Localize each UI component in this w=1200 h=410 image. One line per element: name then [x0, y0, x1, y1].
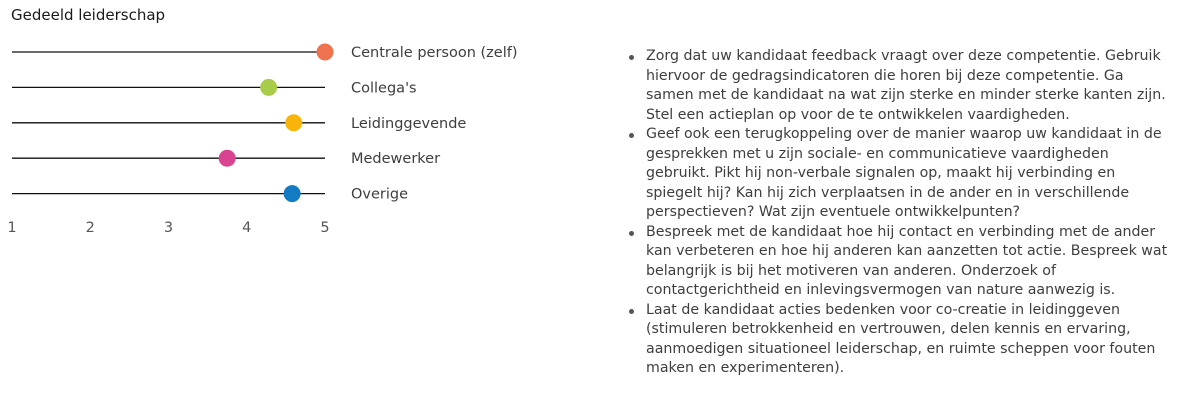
- legend-label: Collega's: [351, 80, 417, 97]
- x-tick-label: 1: [7, 220, 17, 236]
- chart-title: Gedeeld leiderschap: [11, 6, 166, 24]
- legend-label: Overige: [351, 186, 409, 203]
- advice-item: Laat de kandidaat acties bedenken voor co-creatie in leidinggeven (stimuleren betrokkenheid en vertrouwen, delen kennis en ervaring, aanmoedigen situationeel leiderschap, en ruimte scheppen voor fouten maken en experimenteren).: [626, 301, 1171, 379]
- x-tick-label: 5: [320, 220, 330, 236]
- legend-label: Leidinggevende: [351, 115, 467, 132]
- legend-label: Medewerker: [351, 151, 441, 168]
- data-point: [284, 185, 301, 202]
- x-tick-label: 2: [85, 220, 95, 236]
- advice-item: Zorg dat uw kandidaat feedback vraagt over deze competentie. Gebruik hiervoor de gedragsindicatoren die horen bij deze competentie. Ga samen met de kandidaat na wat zijn sterke en minder sterke kanten zijn. Stel een actieplan op voor de te ontwikkelen vaardigheden.: [626, 47, 1171, 125]
- data-point: [219, 150, 236, 167]
- advice-list: [626, 47, 1171, 379]
- data-point: [317, 44, 334, 61]
- advice-item: Geef ook een terugkoppeling over de manier waarop uw kandidaat in de gesprekken met u zijn sociale- en communicatieve vaardigheden gebruikt. Pikt hij non-verbale signalen op, maakt hij verbinding en spiegelt hij? Kan hij zich verplaatsen in de ander en in verschillende perspectieven? Wat zijn eventuele ontwikkelpunten?: [626, 125, 1171, 223]
- x-tick-label: 4: [242, 220, 252, 236]
- x-tick-label: 3: [163, 220, 174, 236]
- dot-plot: [0, 0, 600, 250]
- data-point: [260, 79, 277, 96]
- legend-label: Centrale persoon (zelf): [351, 45, 518, 61]
- data-point: [285, 114, 302, 131]
- advice-item: Bespreek met de kandidaat hoe hij contact en verbinding met de ander kan verbeteren en hoe hij anderen kan aanzetten tot actie. Bespreek wat belangrijk is bij het motiveren van anderen. Onderzoek of contactgerichtheid en inlevingsvermogen van nature aanwezig is.: [626, 223, 1171, 301]
